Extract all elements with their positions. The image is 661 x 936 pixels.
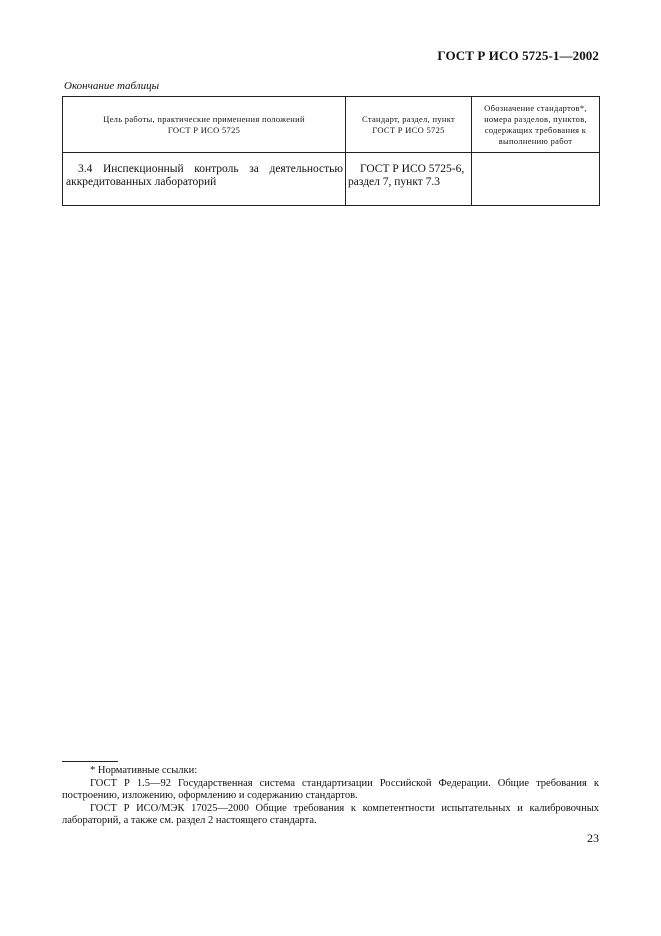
footnote-marker: * Нормативные ссылки: (90, 765, 198, 776)
table-caption: Окончание таблицы (64, 80, 160, 92)
footnote-reference: ГОСТ Р ИСО/МЭК 17025—2000 Общие требования к компетентности испытательных и калибровочных лабораторий, а также см. раздел 2 настоящего стандарта. (62, 802, 599, 826)
cell-designation (472, 153, 600, 206)
requirements-table (62, 96, 600, 206)
table-header-row (63, 97, 600, 153)
document-code: ГОСТ Р ИСО 5725-1—2002 (437, 48, 599, 63)
cell-standard (346, 153, 472, 206)
cell-goal (63, 153, 346, 206)
column-header-designation: Обозначение стандартов*, номера разделов, пунктов, содержащих требования к выполнению работ (472, 97, 600, 153)
column-header-goal: Цель работы, практические применения положений ГОСТ Р ИСО 5725 (63, 97, 346, 153)
footnote-divider (62, 761, 118, 762)
footnotes (62, 765, 599, 828)
page-number: 23 (587, 831, 599, 845)
footnote-reference: ГОСТ Р 1.5—92 Государственная система стандартизации Российской Федерации. Общие требования к построению, изложению, оформлению и содержанию стандартов. (62, 777, 599, 801)
table-row (63, 153, 600, 206)
column-header-standard: Стандарт, раздел, пункт ГОСТ Р ИСО 5725 (346, 97, 472, 153)
goal-text: 3.4 Инспекционный контроль за деятельностью аккредитованных лабораторий (66, 163, 343, 188)
standard-text: ГОСТ Р ИСО 5725-6, раздел 7, пункт 7.3 (348, 163, 465, 188)
